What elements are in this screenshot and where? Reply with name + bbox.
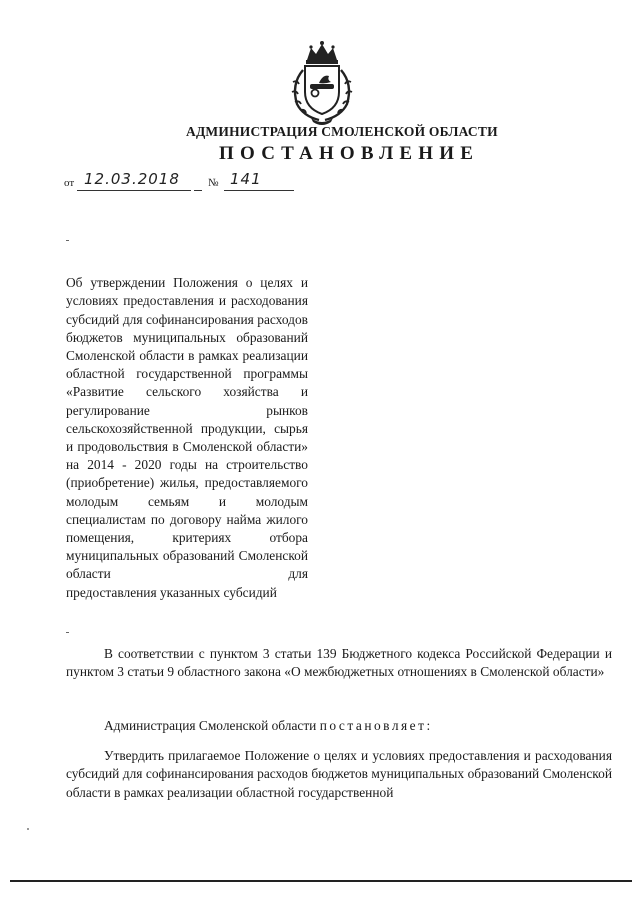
date-underline	[77, 190, 191, 191]
document-date: 12.03.2018	[84, 170, 180, 188]
document-type-title: ПОСТАНОВЛЕНИЕ	[219, 143, 480, 164]
subject-text: Об утверждении Положения о целях и условиях предоставления и расходования субсидий для софинансирования расходов бюджетов муниципальных образований Смоленской области в рамках реализации областной государственной программы «Развитие сельского хозяйства и регулирование рынков сельскохозяйственной продукции, сырья и продовольствия в Смоленской области» на 2014 - 2020 годы на строительство (приобретение) жилья, предоставляемого молодым семьям и молодым специалистам по договору найма жилого помещения, критериях отбора муниципальных образований Смоленской области для	[66, 275, 308, 582]
body-paragraph	[66, 747, 612, 802]
subject-last-line: предоставления указанных субсидий	[66, 584, 277, 600]
date-prefix: от	[64, 177, 75, 189]
organization-name: АДМИНИСТРАЦИЯ СМОЛЕНСКОЙ ОБЛАСТИ	[186, 124, 498, 139]
preamble-paragraph	[66, 645, 612, 682]
document-number: 141	[230, 170, 262, 188]
date-underline-tail	[194, 190, 202, 191]
resolution-subject: Администрация Смоленской области	[104, 718, 317, 733]
corner-mark	[66, 632, 69, 633]
resolution-verb: постановляет:	[319, 718, 433, 733]
body-paragraph-text: Утвердить прилагаемое Положение о целях и условиях предоставления и расходования субсидий для софинансирования расходов бюджетов муниципальных образований Смоленской области в рамках реализации областной государственной	[66, 748, 612, 800]
document-date-number-line	[64, 169, 304, 193]
document-subject	[66, 256, 308, 620]
corner-mark	[66, 240, 69, 241]
resolution-clause	[66, 717, 612, 735]
preamble-text: В соответствии с пунктом 3 статьи 139 Бюджетного кодекса Российской Федерации и пунктом 3 статьи 9 областного закона «О межбюджетных отношениях в Смоленской области»	[66, 646, 612, 680]
page-bottom-rule	[10, 880, 632, 882]
scan-speck	[27, 828, 29, 830]
number-underline	[224, 190, 294, 191]
smolensk-coat-of-arms-icon	[283, 40, 361, 126]
number-prefix: №	[208, 177, 219, 189]
